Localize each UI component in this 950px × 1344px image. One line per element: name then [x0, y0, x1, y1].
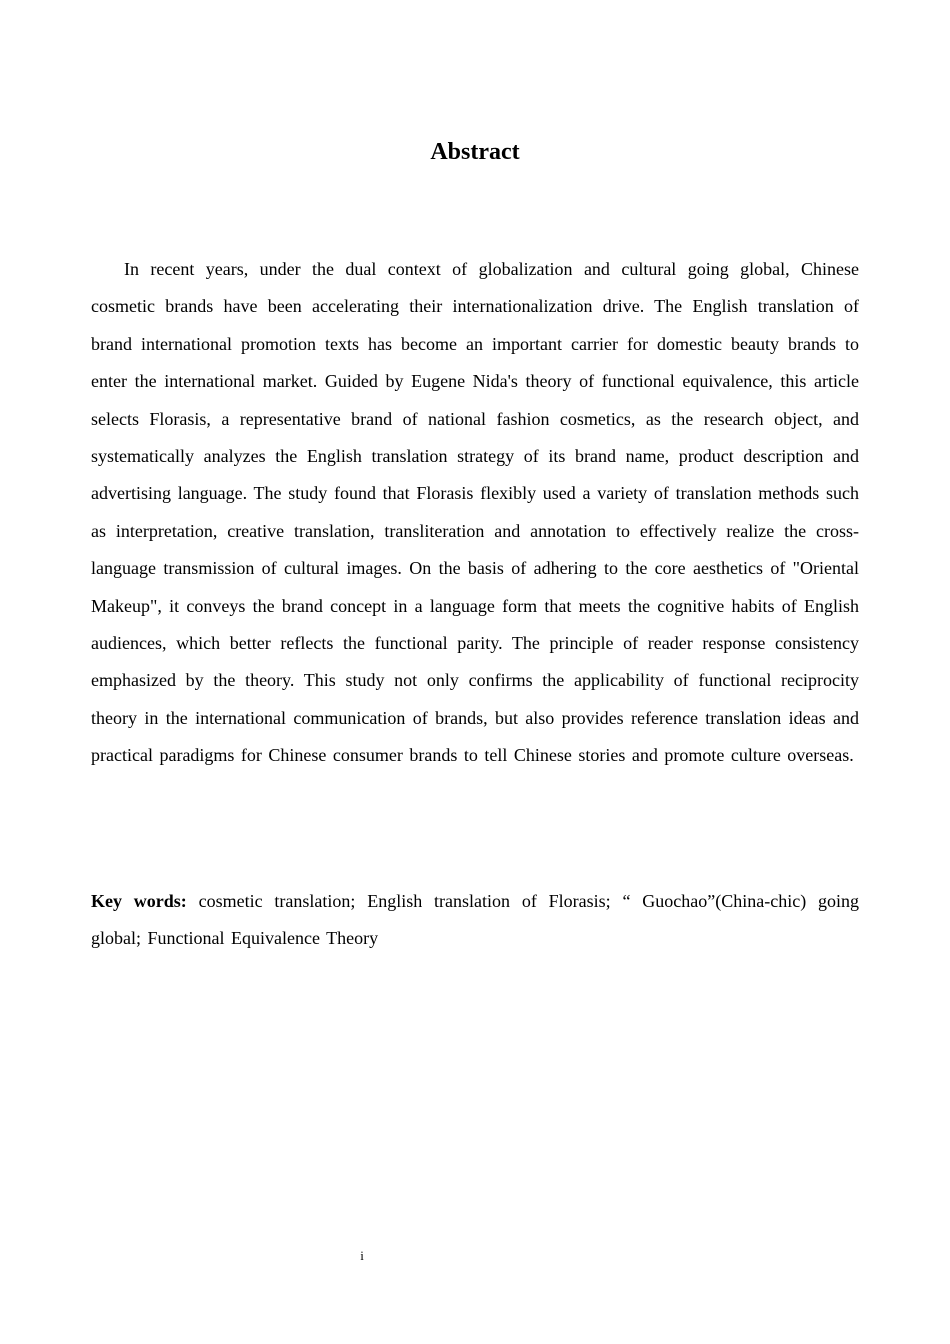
keywords-paragraph	[91, 883, 859, 958]
page-number: i	[360, 1248, 364, 1263]
keywords-label: Key words:	[91, 891, 187, 911]
abstract-paragraph: In recent years, under the dual context of globalization and cultural going global, Chinese cosmetic brands have been accelerating their internationalization drive. The English translation of brand international promotion texts has become an important carrier for domestic beauty brands to enter the international market. Guided by Eugene Nida's theory of functional equivalence, this article selects Florasis, a representative brand of national fashion cosmetics, as the research object, and systematically analyzes the English translation strategy of its brand name, product description and advertising language. The study found that Florasis flexibly used a variety of translation methods such as interpretation, creative translation, transliteration and annotation to effectively realize the cross-language transmission of cultural images. On the basis of adhering to the core aesthetics of "Oriental Makeup", it conveys the brand concept in a language form that meets the cognitive habits of English audiences, which better reflects the functional parity. The principle of reader response consistency emphasized by the theory. This study not only confirms the applicability of functional reciprocity theory in the international communication of brands, but also provides reference translation ideas and practical paradigms for Chinese consumer brands to tell Chinese stories and promote culture overseas.	[91, 259, 859, 766]
keywords-text: cosmetic translation; English translation of Florasis; “ Guochao”(China-chic) going global; Functional Equivalence Theory	[91, 891, 860, 949]
abstract-title: Abstract	[430, 139, 520, 165]
